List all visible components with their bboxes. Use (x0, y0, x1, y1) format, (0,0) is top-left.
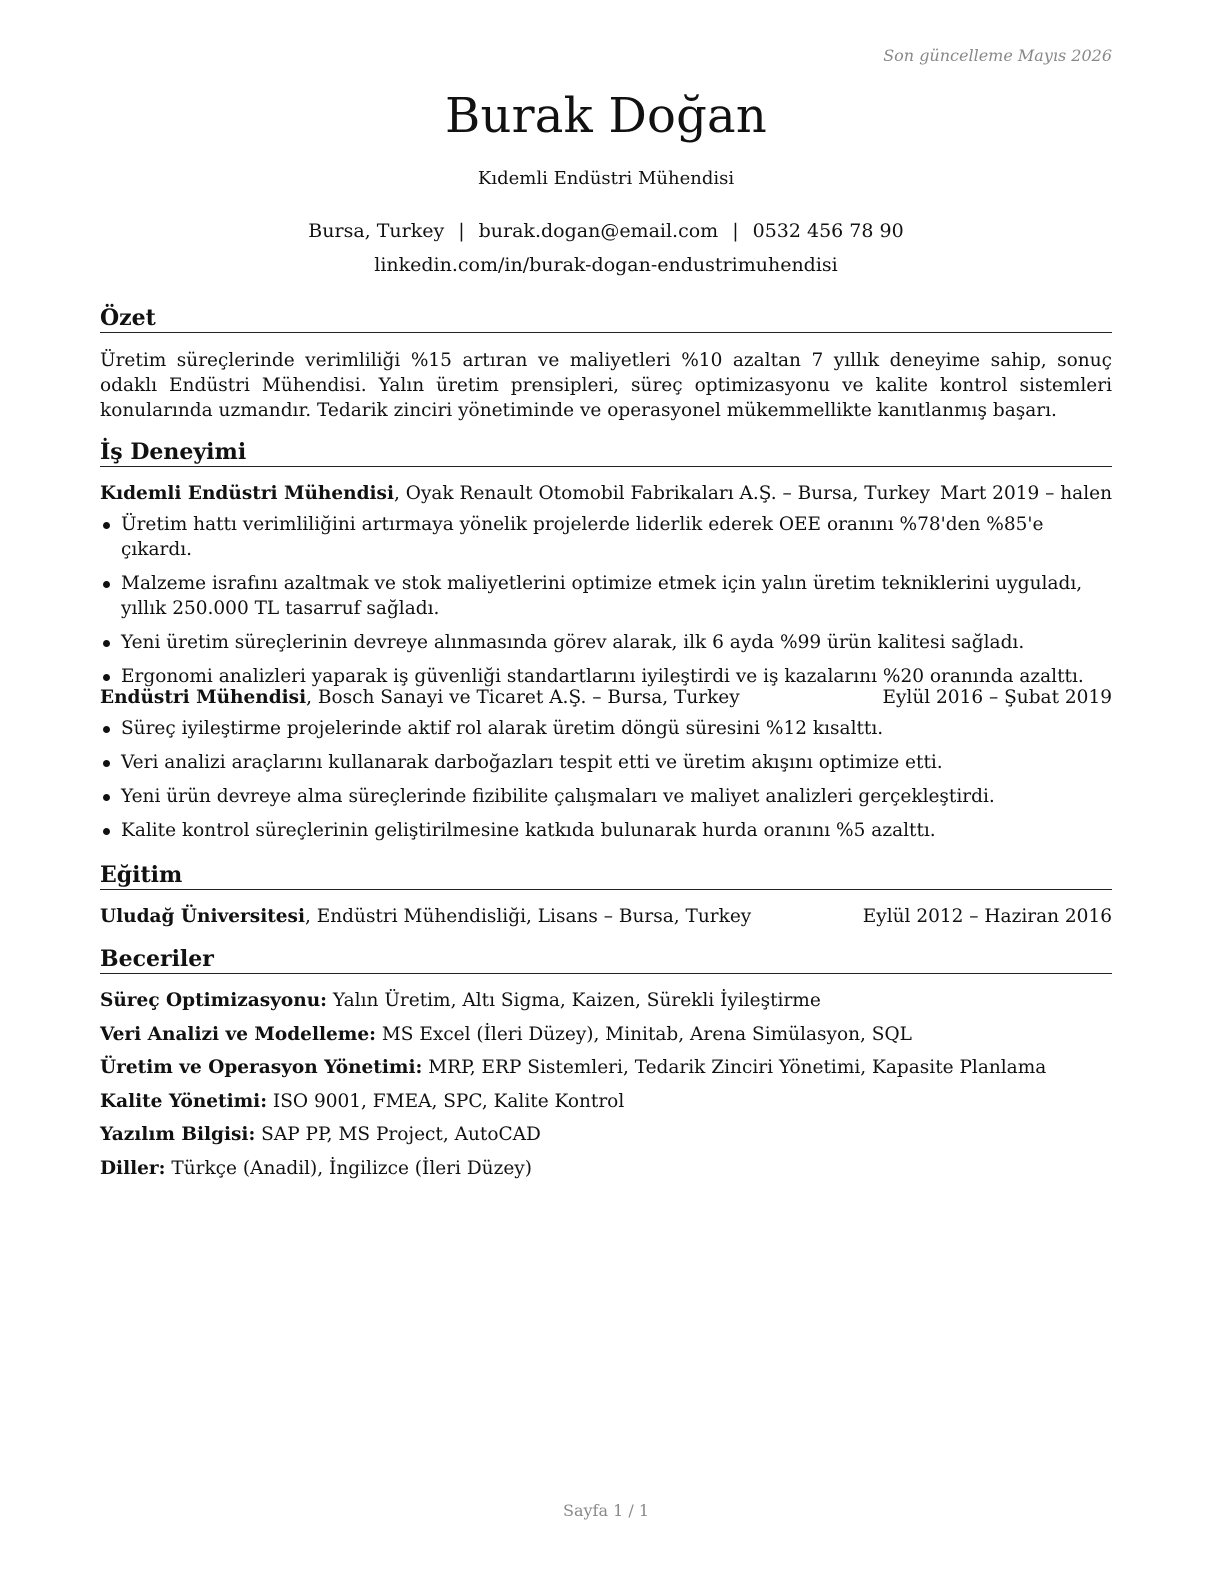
job-role-company (100, 482, 930, 506)
list-item: Veri analizi araçlarını kullanarak darboğazları tespit etti ve üretim akışını optimize etti. (100, 750, 1112, 775)
list-item: Üretim hattı verimliliğini artırmaya yönelik projelerde liderlik ederek OEE oranını %78'den %85'e çıkardı. (100, 512, 1112, 562)
skill-label: Veri Analizi ve Modelleme: (100, 1023, 376, 1045)
skill-value: SAP PP, MS Project, AutoCAD (255, 1124, 541, 1146)
last-updated: Son güncelleme Mayıs 2026 (883, 46, 1112, 65)
skill-row (100, 1022, 1112, 1056)
job-dates: Eylül 2016 – Şubat 2019 (882, 687, 1112, 708)
job-bullets (100, 716, 1112, 852)
list-item: Yeni üretim süreçlerinin devreye alınmasında görev alarak, ilk 6 ayda %99 ürün kalitesi sağladı. (100, 630, 1112, 655)
skill-value: Yalın Üretim, Altı Sigma, Kaizen, Sürekli İyileştirme (327, 990, 821, 1011)
contact-line (100, 220, 1112, 242)
job-company: , Bosch Sanayi ve Ticaret A.Ş. – Bursa, Turkey (306, 687, 740, 708)
job-title: Kıdemli Endüstri Mühendisi (477, 168, 735, 189)
education-school-detail (100, 905, 751, 929)
job-role: Kıdemli Endüstri Mühendisi (100, 483, 395, 504)
skill-label: Üretim ve Operasyon Yönetimi: (100, 1057, 423, 1079)
skill-row (100, 1156, 1112, 1190)
skill-value: ISO 9001, FMEA, SPC, Kalite Kontrol (267, 1090, 625, 1112)
summary-heading: Özet (100, 305, 1112, 333)
location: Bursa, Turkey (308, 220, 445, 242)
page-number: Sayfa 1 / 1 (562, 1501, 649, 1520)
linkedin-link[interactable]: linkedin.com/in/burak-dogan-endustrimuhendisi (374, 254, 838, 276)
skills-heading: Beceriler (100, 946, 1112, 974)
skill-value: Türkçe (Anadil), İngilizce (İleri Düzey) (165, 1157, 532, 1179)
job-role-company (100, 686, 740, 710)
skills-list (100, 988, 1112, 1190)
education-heading: Eğitim (100, 862, 1112, 890)
experience-heading: İş Deneyimi (100, 439, 1112, 467)
list-item: Ergonomi analizleri yaparak iş güvenliği standartlarını iyileştirdi ve iş kazalarını %20 oranında azalttı. (100, 664, 1112, 689)
job-bullets (100, 512, 1112, 698)
skill-label: Yazılım Bilgisi: (100, 1124, 256, 1146)
skill-row (100, 1089, 1112, 1123)
education-detail: , Endüstri Mühendisliği, Lisans – Bursa, Turkey (305, 906, 752, 927)
job-company: , Oyak Renault Otomobil Fabrikaları A.Ş. – Bursa, Turkey (394, 483, 930, 504)
phone: 0532 456 78 90 (752, 220, 904, 242)
job-role: Endüstri Mühendisi (100, 687, 307, 708)
skill-value: MRP, ERP Sistemleri, Tedarik Zinciri Yönetimi, Kapasite Planlama (422, 1057, 1047, 1079)
skill-label: Diller: (100, 1157, 166, 1179)
list-item: Süreç iyileştirme projelerinde aktif rol alarak üretim döngü süresini %12 kısalttı. (100, 716, 1112, 741)
skill-value: MS Excel (İleri Düzey), Minitab, Arena Simülasyon, SQL (375, 1023, 912, 1045)
education-dates: Eylül 2012 – Haziran 2016 (862, 906, 1112, 927)
skill-label: Süreç Optimizasyonu: (100, 990, 327, 1011)
job-dates: Mart 2019 – halen (940, 483, 1112, 504)
education-entry (100, 905, 1112, 929)
list-item: Malzeme israfını azaltmak ve stok maliyetlerini optimize etmek için yalın üretim tekniklerini uyguladı, yıllık 250.000 TL tasarruf sağladı. (100, 571, 1112, 621)
email-link[interactable]: burak.dogan@email.com (478, 220, 719, 242)
skill-row (100, 1055, 1112, 1089)
job-header (100, 686, 1112, 710)
list-item: Yeni ürün devreye alma süreçlerinde fizibilite çalışmaları ve maliyet analizleri gerçekleştirdi. (100, 784, 1112, 809)
skill-label: Kalite Yönetimi: (100, 1090, 268, 1112)
separator: | (458, 220, 465, 242)
skill-row (100, 1122, 1112, 1156)
summary-text: Üretim süreçlerinde verimliliği %15 artıran ve maliyetleri %10 azaltan 7 yıllık deneyime sahip, sonuç odaklı Endüstri Mühendisi. Yalın üretim prensipleri, süreç optimizasyonu ve kalite kontrol sistemleri konularında uzmandır. Tedarik zinciri yönetiminde ve operasyonel mükemmellikte kanıtlanmış başarı. (100, 350, 1112, 421)
job-header (100, 482, 1112, 506)
separator: | (732, 220, 739, 242)
skill-row (100, 988, 1112, 1022)
list-item: Kalite kontrol süreçlerinin geliştirilmesine katkıda bulunarak hurda oranını %5 azalttı. (100, 818, 1112, 843)
candidate-name: Burak Doğan (445, 88, 767, 144)
school-name: Uludağ Üniversitesi (100, 906, 305, 927)
